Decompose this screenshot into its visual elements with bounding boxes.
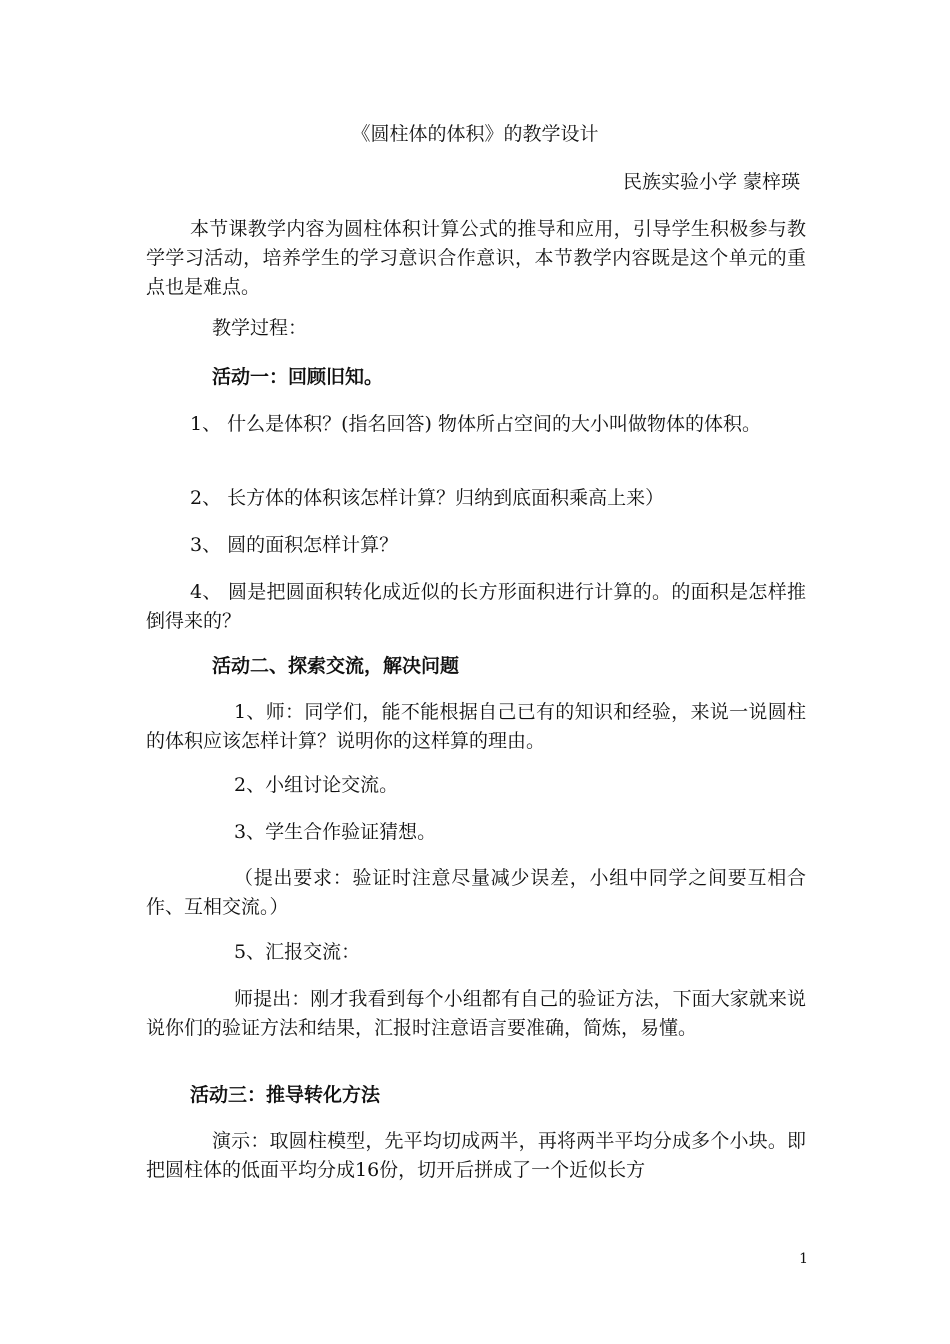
activity2-item-3: 3、学生合作验证猜想。 — [234, 821, 437, 843]
activity1-heading: 活动一：回顾旧知。 — [212, 366, 384, 388]
activity1-item-2: 2、 长方体的体积该怎样计算？归纳到底面积乘高上来） — [190, 487, 665, 509]
activity1-item-1: 1、 什么是体积？(指名回答) 物体所占空间的大小叫做物体的体积。 — [190, 413, 761, 435]
activity2-item-4: （提出要求：验证时注意尽量减少误差，小组中同学之间要互相合作、互相交流。） — [146, 867, 806, 918]
activity3-item-1: 演示：取圆柱模型，先平均切成两半，再将两半平均分成多个小块。即把圆柱体的低面平均分成16份，切开后拼成了一个近似长方 — [146, 1130, 806, 1181]
activity2-heading: 活动二、探索交流，解决问题 — [212, 655, 460, 677]
activity2-item-5: 5、汇报交流： — [234, 941, 361, 963]
activity3-heading: 活动三：推导转化方法 — [190, 1084, 381, 1106]
process-label: 教学过程： — [212, 317, 308, 339]
document-title: 《圆柱体的体积》的教学设计 — [351, 123, 599, 145]
intro-paragraph: 本节课教学内容为圆柱体积计算公式的推导和应用，引导学生积极参与教学学习活动，培养学生的学习意识合作意识，本节教学内容既是这个单元的重点也是难点。 — [146, 218, 806, 298]
activity1-item-3: 3、 圆的面积怎样计算？ — [190, 534, 399, 556]
activity2-item-6: 师提出：刚才我看到每个小组都有自己的验证方法，下面大家就来说说你们的验证方法和结果，汇报时注意语言要准确，简炼，易懂。 — [146, 988, 806, 1039]
author-line: 民族实验小学 蒙梓瑛 — [622, 171, 800, 193]
activity2-item-2: 2、小组讨论交流。 — [234, 774, 399, 796]
activity2-item-1: 1、师：同学们，能不能根据自己已有的知识和经验，来说一说圆柱的体积应该怎样计算？说明你的这样算的理由。 — [146, 701, 806, 752]
activity1-item-4: 4、 圆是把圆面积转化成近似的长方形面积进行计算的。的面积是怎样推倒得来的？ — [146, 581, 806, 632]
page-number: 1 — [799, 1251, 808, 1267]
